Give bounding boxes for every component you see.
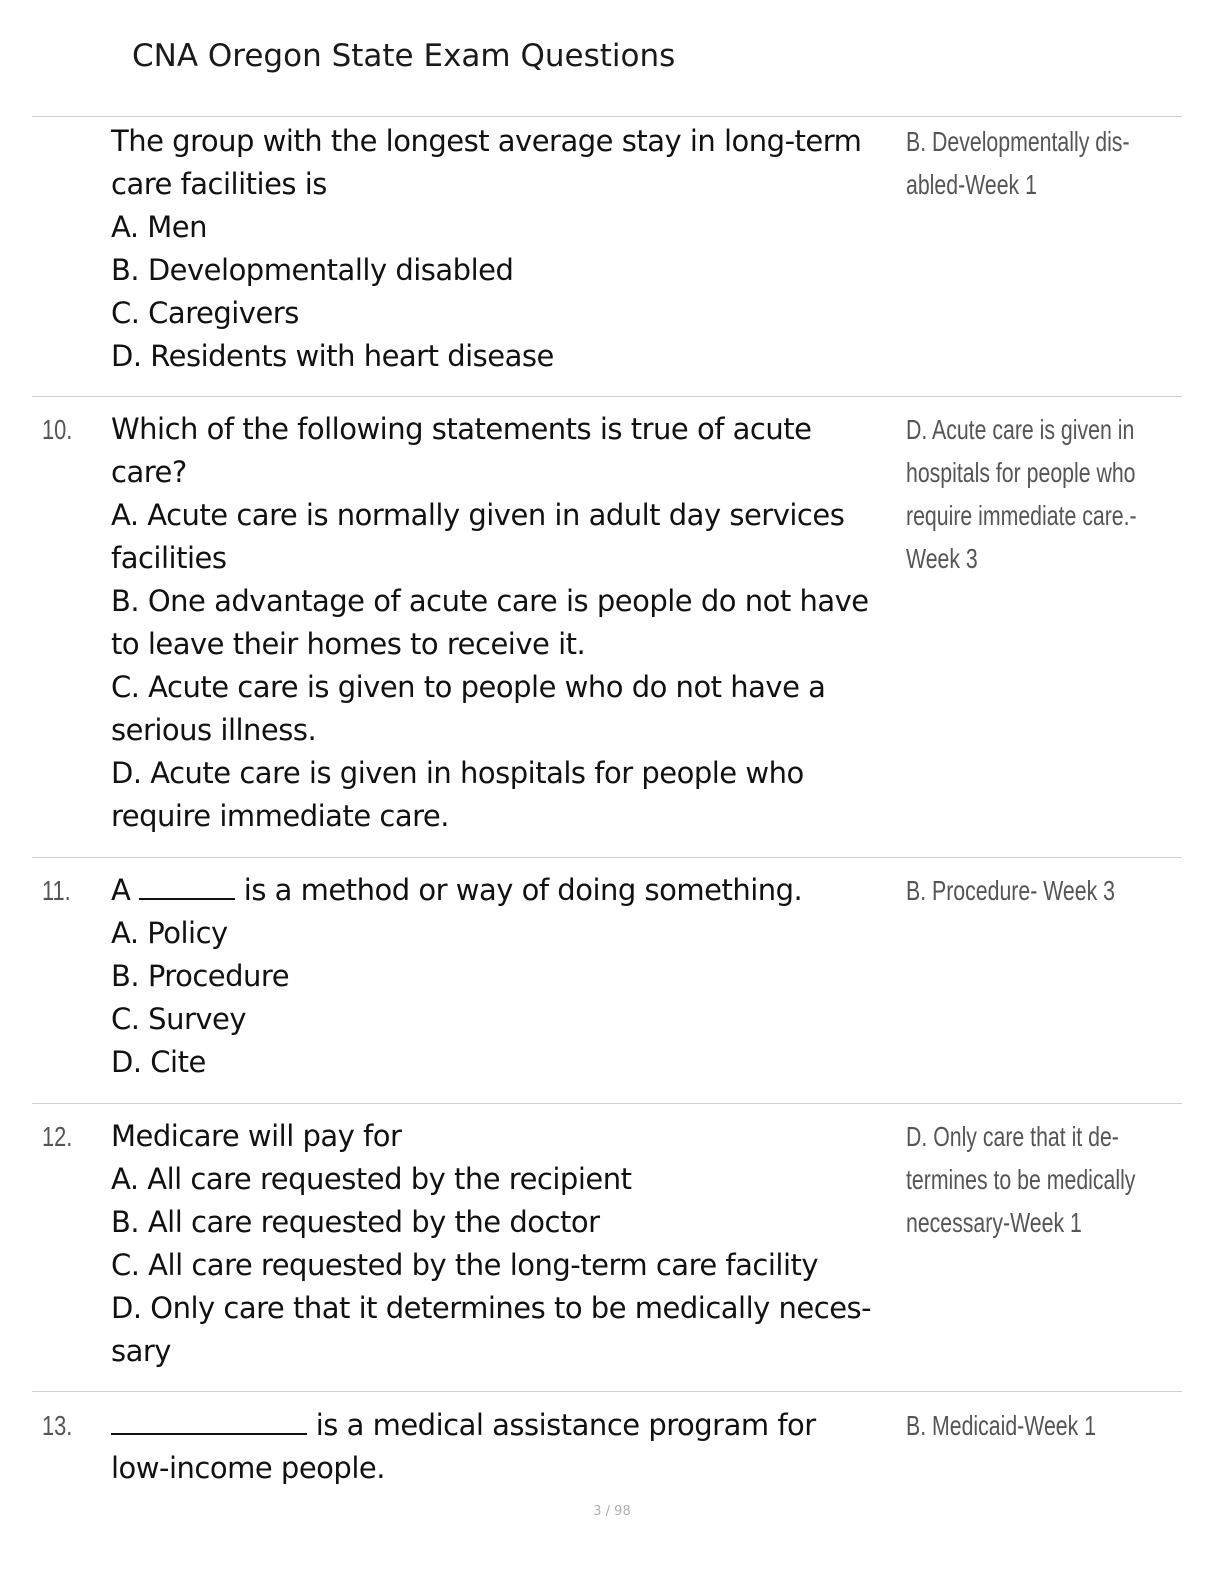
question-line: The group with the longest average stay in long-term <box>111 124 862 158</box>
question-number: 13. <box>42 1410 73 1441</box>
option-b: B. All care requested by the doctor <box>111 1205 600 1239</box>
option-d: sary <box>111 1334 171 1368</box>
option-a: facilities <box>111 541 227 575</box>
option-c: C. Caregivers <box>111 296 299 330</box>
question-line: low-income people. <box>111 1451 385 1485</box>
question-text <box>111 869 903 1084</box>
option-a: A. Acute care is normally given in adult day services <box>111 498 845 532</box>
answer-line: B. Procedure- Week 3 <box>906 875 1115 906</box>
question-prefix: A <box>111 873 131 907</box>
answer-text <box>906 120 1206 206</box>
option-d: D. Only care that it determines to be medically neces- <box>111 1291 872 1325</box>
document-title: CNA Oregon State Exam Questions <box>132 38 676 74</box>
option-c: C. All care requested by the long-term care facility <box>111 1248 819 1282</box>
option-d: D. Acute care is given in hospitals for people who <box>111 756 804 790</box>
page-number: 3 / 98 <box>593 1504 631 1519</box>
answer-line: D. Acute care is given in <box>906 414 1135 445</box>
answer-line: abled-Week 1 <box>906 169 1037 200</box>
answer-line: Week 3 <box>906 543 978 574</box>
answer-text <box>906 408 1206 580</box>
answer-text <box>906 1404 1206 1447</box>
question-line: care? <box>111 455 187 489</box>
question-text <box>111 1404 903 1490</box>
option-b: to leave their homes to receive it. <box>111 627 586 661</box>
question-suffix: is a medical assistance program for <box>315 1408 816 1442</box>
question-number: 10. <box>42 414 73 445</box>
fill-in-blank <box>111 1407 307 1435</box>
answer-line: require immediate care.- <box>906 500 1137 531</box>
question-text <box>111 1115 903 1373</box>
option-c: C. Survey <box>111 1002 247 1036</box>
option-b: B. One advantage of acute care is people do not have <box>111 584 869 618</box>
answer-line: necessary-Week 1 <box>906 1207 1082 1238</box>
answer-line: B. Developmentally dis- <box>906 126 1130 157</box>
option-c: serious illness. <box>111 713 317 747</box>
question-suffix: is a method or way of doing something. <box>243 873 803 907</box>
answer-line: hospitals for people who <box>906 457 1136 488</box>
divider <box>32 1391 1182 1392</box>
option-b: B. Procedure <box>111 959 290 993</box>
answer-line: termines to be medically <box>906 1164 1136 1195</box>
question-text <box>111 120 903 378</box>
option-c: C. Acute care is given to people who do not have a <box>111 670 826 704</box>
option-d: require immediate care. <box>111 799 449 833</box>
option-a: A. Men <box>111 210 208 244</box>
option-a: A. All care requested by the recipient <box>111 1162 632 1196</box>
question-line <box>111 1404 903 1447</box>
divider <box>32 116 1182 117</box>
divider <box>32 857 1182 858</box>
question-line: care facilities is <box>111 167 327 201</box>
fill-in-blank <box>139 872 235 900</box>
option-d: D. Residents with heart disease <box>111 339 554 373</box>
option-d: D. Cite <box>111 1045 206 1079</box>
option-a: A. Policy <box>111 916 228 950</box>
answer-text <box>906 1115 1206 1244</box>
answer-line: B. Medicaid-Week 1 <box>906 1410 1097 1441</box>
question-text <box>111 408 903 838</box>
question-number: 11. <box>42 875 71 906</box>
question-line <box>111 869 903 912</box>
divider <box>32 1103 1182 1104</box>
answer-text <box>906 869 1206 912</box>
divider <box>32 396 1182 397</box>
option-b: B. Developmentally disabled <box>111 253 514 287</box>
question-line: Which of the following statements is true of acute <box>111 412 812 446</box>
question-number: 12. <box>42 1121 73 1152</box>
question-line: Medicare will pay for <box>111 1119 402 1153</box>
answer-line: D. Only care that it de- <box>906 1121 1119 1152</box>
